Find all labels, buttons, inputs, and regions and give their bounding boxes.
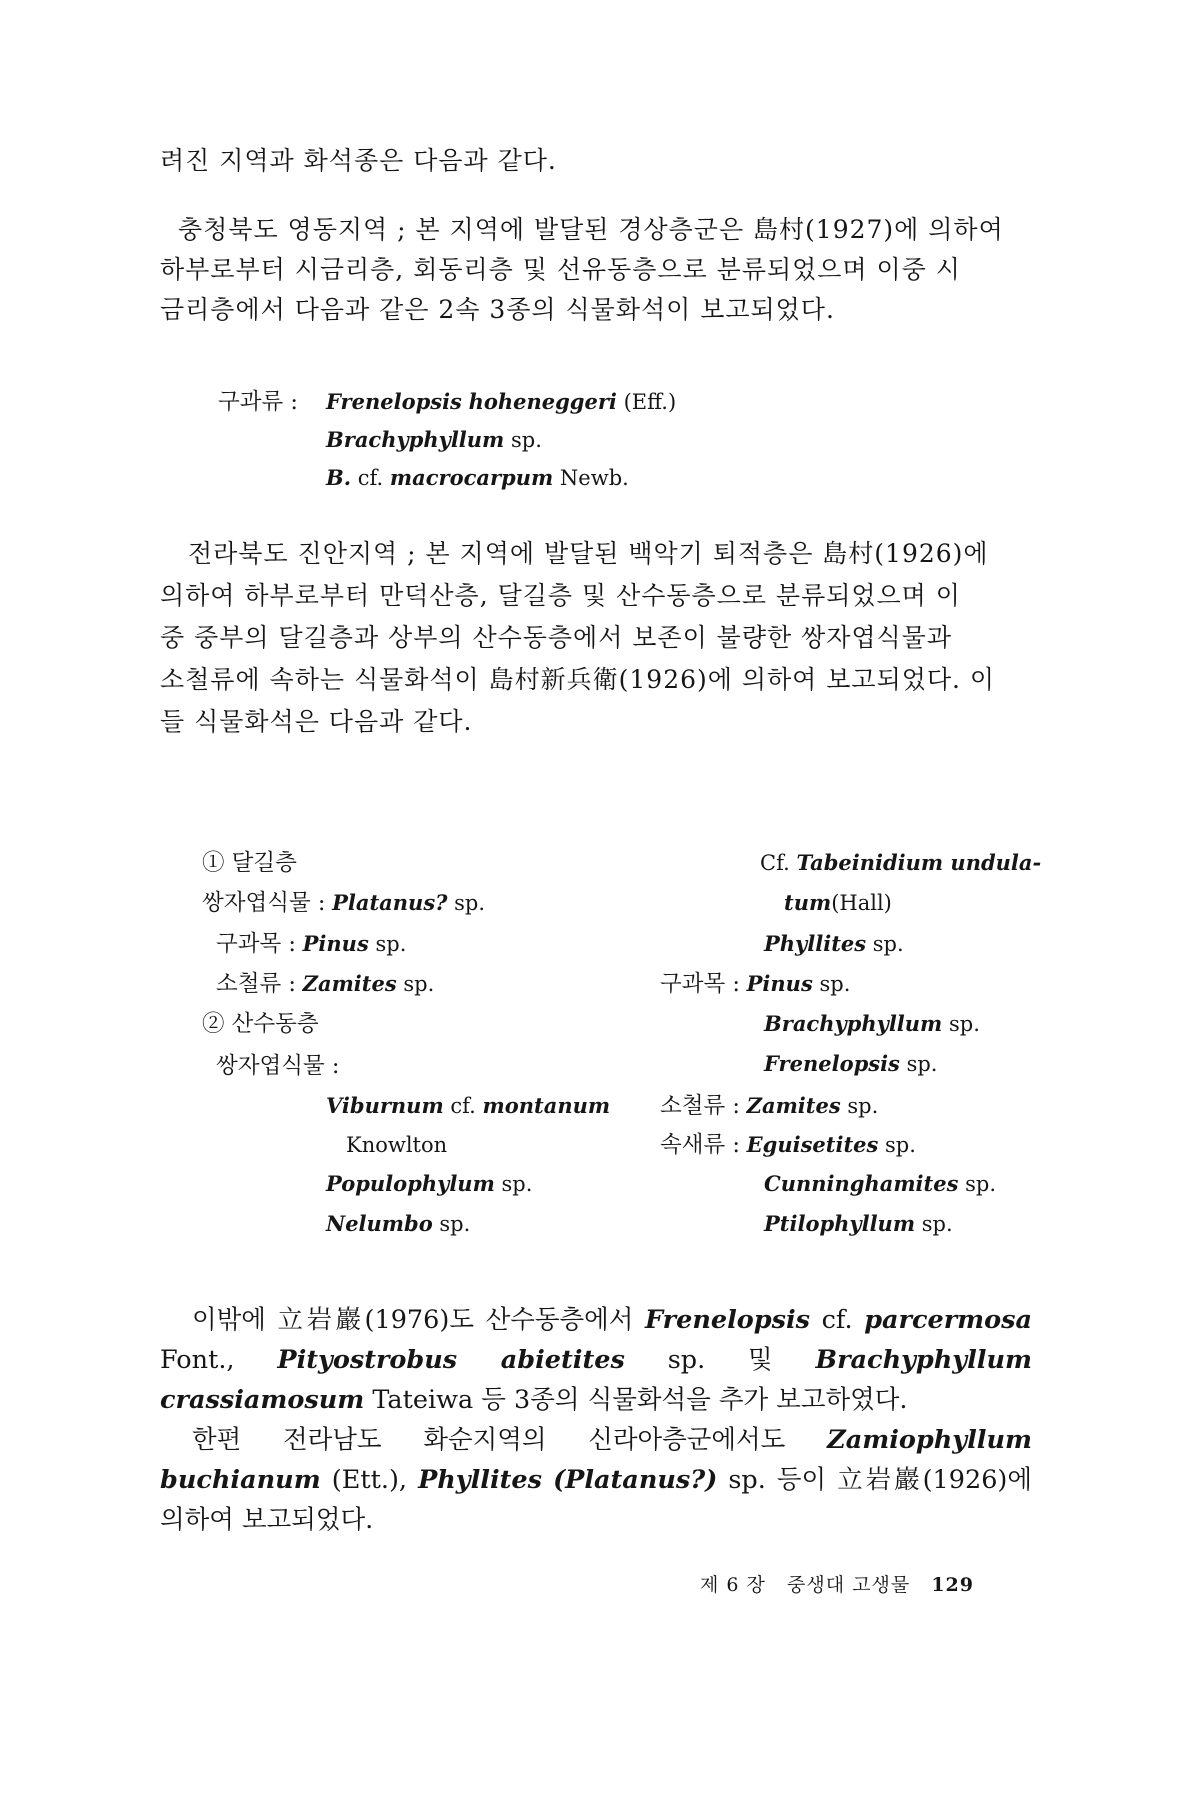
fossil-row [216, 929, 406, 959]
author: (Eff.) [623, 390, 677, 414]
taxon: Brachyphyllum crassiamosum [160, 1345, 1033, 1415]
genus: B. [326, 465, 352, 490]
group-label: 속새류 : [660, 1132, 740, 1158]
fossil-row [764, 929, 904, 959]
taxon: Pityostrobus abietites [277, 1345, 625, 1375]
fossil-row [216, 969, 434, 999]
fossil-row [764, 1049, 937, 1079]
epithet: tum [784, 890, 832, 915]
page-number: 129 [931, 1574, 974, 1596]
fossil-row [202, 888, 485, 918]
fossil-row [660, 1130, 916, 1160]
section3-paragraph-1 [160, 1300, 1032, 1420]
section2-line-5: 들 식물화석은 다음과 같다. [160, 707, 473, 736]
section2-line-4: 소철류에 속하는 식물화석이 島村新兵衛(1926)에 의하여 보고되었다. 이 [160, 665, 996, 694]
section1-line-1: 충청북도 영동지역 ; 본 지역에 발달된 경상층군은 島村(1927)에 의하여 [178, 215, 1004, 244]
section2-line-1: 전라북도 진안지역 ; 본 지역에 발달된 백악기 퇴적층은 島村(1926)에 [188, 539, 989, 568]
genus: Platanus? [332, 890, 448, 915]
text: sp. 및 [667, 1345, 773, 1375]
fossil-entry [326, 387, 676, 417]
fossil-row [326, 1169, 532, 1199]
taxon: Phyllites [418, 1465, 543, 1495]
fossil-author: Knowlton [346, 1133, 448, 1157]
group-label: 쌍자엽식물 : [202, 890, 326, 916]
author: sp. [510, 428, 542, 452]
genus: Ptilophyllum [764, 1211, 916, 1236]
chapter-title: 중생대 고생물 [787, 1574, 911, 1596]
sp: sp. [403, 972, 435, 996]
epithet: macrocarpum [389, 465, 554, 490]
genus: Viburnum [326, 1093, 444, 1118]
taxon: Frenelopsis [645, 1305, 811, 1335]
epithet: montanum [482, 1093, 611, 1118]
genus: Cunninghamites [764, 1171, 959, 1196]
sp: sp. [375, 932, 407, 956]
fossil-row [764, 1169, 996, 1199]
genus: Brachyphyllum [764, 1011, 943, 1036]
text: (Ett.), [331, 1465, 407, 1495]
fossil-row [764, 1209, 953, 1239]
text: 한편 전라남도 화순지역의 신라아층군에서도 [192, 1425, 786, 1455]
genus: Eguisetites [746, 1132, 879, 1157]
sp: sp. [906, 1052, 938, 1076]
group-label: 소철류 : [216, 971, 296, 997]
sp: sp. [501, 1172, 533, 1196]
fossil-entry [326, 463, 629, 493]
author: Newb. [559, 466, 629, 490]
taxon: parcermosa [864, 1305, 1033, 1335]
genus: Frenelopsis [326, 389, 462, 414]
fossil-row [660, 1091, 878, 1121]
text: Font., [160, 1345, 235, 1375]
sp: sp. [847, 1094, 879, 1118]
genus: Phyllites [764, 931, 867, 956]
genus: Nelumbo [326, 1211, 433, 1236]
sp: sp. [921, 1212, 953, 1236]
sp: sp. [948, 1012, 980, 1036]
cf: Cf. [760, 851, 790, 875]
group-label: 구과류 : [218, 389, 298, 415]
section2-line-3: 중 중부의 달길층과 상부의 산수동층에서 보존이 불량한 쌍자엽식물과 [160, 623, 952, 652]
genus: Zamites [302, 971, 397, 996]
group-label: 쌍자엽식물 : [216, 1053, 340, 1079]
page-footer [700, 1570, 1030, 1597]
section1-line-2: 하부로부터 시금리층, 회동리층 및 선유동층으로 분류되었으며 이중 시 [160, 255, 961, 284]
cf: cf. [450, 1094, 476, 1118]
genus: Tabeinidium undula- [796, 850, 1042, 875]
section2-line-2: 의하여 하부로부터 만덕산층, 달길층 및 산수동층으로 분류되었으며 이 [160, 581, 961, 610]
group-label: 소철류 : [660, 1093, 740, 1119]
chapter-label: 제 6 장 [700, 1574, 766, 1596]
sp: sp. [872, 932, 904, 956]
cf: cf. [357, 466, 384, 490]
text: 식물화석을 추가 보고하였다. [587, 1385, 908, 1415]
genus: Populophylum [326, 1171, 495, 1196]
sp: sp. [885, 1133, 916, 1157]
sp: sp. [439, 1212, 471, 1236]
sp: sp. [454, 891, 486, 915]
formation-heading: ② 산수동층 [202, 1011, 319, 1037]
text: cf. [821, 1305, 853, 1335]
fossil-row [326, 1209, 470, 1239]
formation-heading: ① 달길층 [202, 850, 297, 876]
group-label: 구과목 : [216, 931, 296, 957]
genus: Brachyphyllum [326, 427, 505, 452]
fossil-row [326, 1091, 610, 1121]
section1-line-3: 금리층에서 다음과 같은 2속 3종의 식물화석이 보고되었다. [160, 295, 835, 324]
genus: Frenelopsis [764, 1051, 900, 1076]
fossil-row [764, 1009, 980, 1039]
section3-paragraph-2 [160, 1420, 1032, 1540]
author: (Hall) [831, 891, 892, 915]
text: sp. 등이 立岩巖(1926)에 의하여 보고되었다. [160, 1465, 1033, 1535]
taxon: (Platanus?) [553, 1465, 718, 1495]
group-label: 구과목 : [660, 971, 740, 997]
fossil-entry [326, 425, 542, 455]
text: 이밖에 立岩巖(1976)도 산수동층에서 [192, 1305, 634, 1335]
genus: Zamites [746, 1093, 841, 1118]
genus: Pinus [302, 931, 369, 956]
fossil-row [660, 969, 850, 999]
fossil-row [784, 888, 892, 918]
text: Tateiwa 등 3종의 [372, 1385, 580, 1415]
epithet: hoheneggeri [468, 389, 617, 414]
taxon: Zamiophyllum buchianum [160, 1425, 1032, 1495]
sp: sp. [819, 972, 851, 996]
fossil-row [760, 848, 1041, 878]
intro-line: 려진 지역과 화석종은 다음과 같다. [160, 146, 557, 175]
genus: Pinus [746, 971, 813, 996]
sp: sp. [965, 1172, 996, 1196]
fossil-group-label [218, 387, 298, 417]
